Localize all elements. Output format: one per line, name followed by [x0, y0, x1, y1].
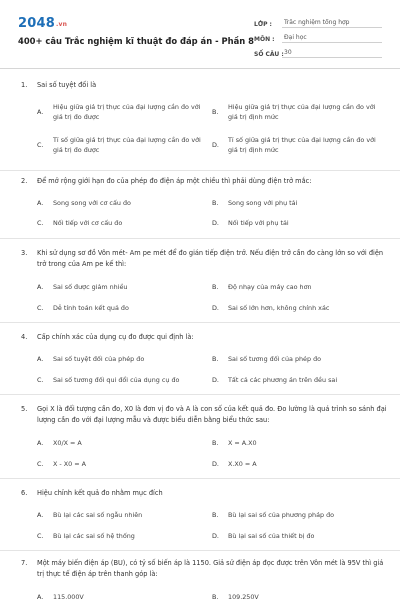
option-letter: B.	[212, 108, 219, 116]
page-header	[0, 0, 400, 69]
question-7	[0, 558, 400, 600]
question-2	[0, 176, 400, 239]
option-letter: B.	[212, 199, 219, 207]
option-text: Hiệu giữa giá trị thực của đại lượng cần đo với giá trị đo được	[53, 103, 201, 121]
option-letter: C.	[37, 460, 44, 468]
question-4	[0, 332, 400, 395]
question-number: 4.	[21, 333, 28, 341]
meta-label: MÔN :	[254, 36, 275, 43]
option-letter: B.	[212, 511, 219, 519]
document-title: 400+ câu Trắc nghiệm kĩ thuật đo đáp án - Phần 8	[18, 36, 254, 46]
logo-text: 2048	[18, 16, 55, 31]
option-text: 115.000V	[53, 593, 84, 600]
question-number: 7.	[21, 559, 28, 567]
option-letter: D.	[212, 532, 219, 540]
option-text: X - X0 = A	[53, 460, 86, 468]
option-letter: D.	[212, 219, 219, 227]
meta-label: SỐ CÂU :	[254, 51, 284, 58]
option-letter: D.	[212, 376, 219, 384]
option-text: Tất cả các phương án trên đều sai	[228, 376, 338, 384]
question-number: 3.	[21, 249, 28, 257]
question-body: Hiệu chỉnh kết quả đo nhằm mục đích	[37, 489, 163, 497]
option-letter: B.	[212, 355, 219, 363]
option-letter: C.	[37, 304, 44, 312]
option-text: Bù lại sai số của phương pháp đo	[228, 511, 335, 519]
question-number: 5.	[21, 405, 28, 413]
option-text: Độ nhạy của máy cao hơn	[228, 283, 312, 291]
option-text: Sai số tương đối của phép đo	[228, 355, 322, 363]
option-text: Song song với phụ tải	[228, 199, 298, 207]
question-number: 2.	[21, 177, 28, 185]
option-text: Sai số lớn hơn, không chính xác	[228, 304, 330, 312]
question-5	[0, 404, 400, 479]
option-letter: D.	[212, 141, 219, 149]
option-text: Dễ tính toán kết quả đo	[53, 304, 129, 312]
option-letter: D.	[212, 304, 219, 312]
meta-value: Đại học	[282, 34, 382, 43]
meta-count-row	[254, 43, 382, 58]
option-letter: C.	[37, 141, 44, 149]
option-text: Hiệu giữa giá trị thực của đại lượng cần đo với giá trị định mức	[228, 103, 376, 121]
option-letter: B.	[212, 593, 219, 600]
option-text: Bù lại sai số của thiết bị đo	[228, 532, 315, 540]
option-text: Nối tiếp với cơ cấu đo	[53, 219, 123, 227]
question-body: Để mở rộng giới hạn đo của phép đo điện áp một chiều thì phải dùng điện trở mắc:	[37, 177, 312, 185]
option-text: Sai số tuyệt đối của phép đo	[53, 355, 145, 363]
option-text: Tỉ số giữa giá trị thực của đại lượng cần đo với giá trị đo được	[53, 136, 201, 154]
question-body: Một máy biến điện áp (BU), có tỷ số biến áp là 1150. Giả sử điện áp đọc được trên Vôn mét là 95V thì giá trị thực tế điện áp trên thanh góp là:	[37, 559, 384, 578]
question-body: Sai số tuyệt đối là	[37, 81, 97, 89]
question-number: 1.	[21, 81, 28, 89]
option-letter: A.	[37, 593, 44, 600]
option-letter: A.	[37, 283, 44, 291]
question-body: Khi sử dụng sơ đồ Vôn mét- Am pe mét để đo gián tiếp điện trở. Nếu điện trở cần đo càng lớn so với điện trở trong của Am pe kế thì:	[37, 249, 384, 268]
option-letter: B.	[212, 283, 219, 291]
option-letter: A.	[37, 108, 44, 116]
option-text: Tỉ số giữa giá trị thực của đại lượng cần đo với giá trị định mức	[228, 136, 376, 154]
logo-suffix: .vn	[55, 21, 68, 28]
option-letter: C.	[37, 376, 44, 384]
question-number: 6.	[21, 489, 28, 497]
option-text: Sai số được giảm nhiều	[53, 283, 128, 291]
meta-value: 30	[282, 49, 382, 58]
option-text: X = A.X0	[228, 439, 257, 447]
meta-value: Trắc nghiệm tổng hợp	[282, 19, 382, 28]
question-3	[0, 248, 400, 323]
option-letter: D.	[212, 460, 219, 468]
option-text: X0/X = A	[53, 439, 82, 447]
option-letter: A.	[37, 511, 44, 519]
meta-subject-row	[254, 28, 382, 43]
option-letter: C.	[37, 532, 44, 540]
option-letter: A.	[37, 355, 44, 363]
meta-class-row	[254, 13, 382, 28]
question-1	[0, 80, 400, 171]
option-text: 109.250V	[228, 593, 259, 600]
question-body: Cấp chính xác của dụng cụ đo được qui định là:	[37, 333, 194, 341]
question-6	[0, 488, 400, 551]
meta-label: LỚP :	[254, 21, 272, 28]
option-letter: B.	[212, 439, 219, 447]
option-text: Nối tiếp với phụ tải	[228, 219, 289, 227]
option-text: Song song với cơ cấu đo	[53, 199, 131, 207]
question-body: Gọi X là đối tượng cần đo, X0 là đơn vị đo và A là con số của kết quả đo. Đo lường là quá trình so sánh đại lượng cần đo với đại lượng mẫu và được biểu diễn bằng biểu thức sau:	[37, 405, 387, 424]
document-meta	[254, 13, 382, 58]
option-text: Bù lại các sai số hệ thống	[53, 532, 135, 540]
option-letter: C.	[37, 219, 44, 227]
option-text: Sai số tương đối qui đổi của dụng cụ đo	[53, 376, 180, 384]
option-text: Bù lại các sai số ngẫu nhiên	[53, 511, 143, 519]
option-letter: A.	[37, 199, 44, 207]
option-letter: A.	[37, 439, 44, 447]
option-text: X.X0 = A	[228, 460, 257, 468]
site-logo[interactable]	[18, 16, 67, 31]
